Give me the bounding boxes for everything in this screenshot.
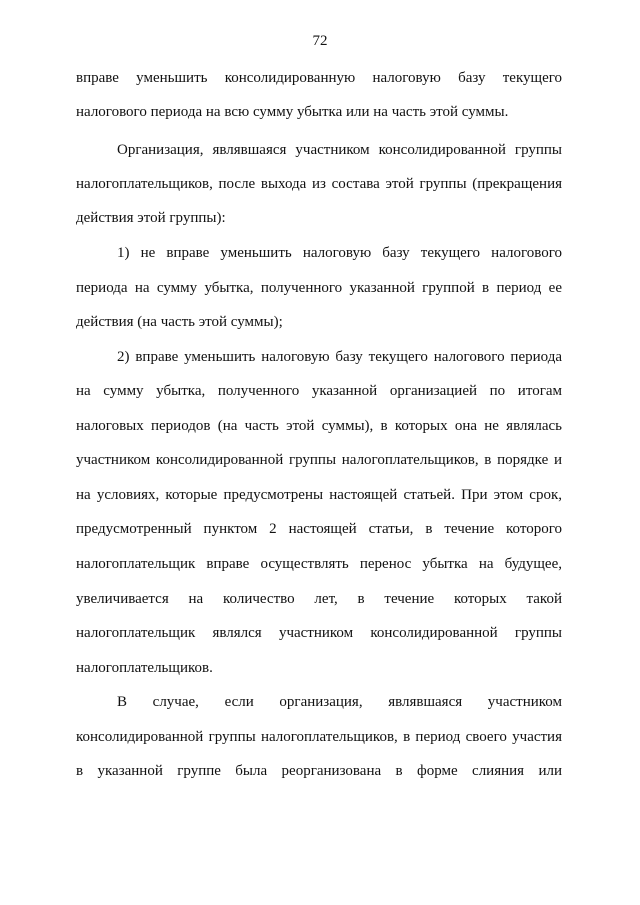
text-line: периода на сумму убытка, полученного указанной группой в период ее — [76, 280, 562, 296]
text-line: в указанной группе была реорганизована в форме слияния или — [76, 763, 562, 779]
text-line: налоговых периодов (на часть этой суммы), в которых она не являлась — [76, 418, 562, 434]
text-line: на условиях, которые предусмотрены настоящей статьей. При этом срок, — [76, 487, 562, 503]
text-line: действия (на часть этой суммы); — [76, 314, 283, 330]
text-line: Организация, являвшаяся участником консолидированной группы — [117, 142, 562, 158]
text-line: участником консолидированной группы налогоплательщиков, в порядке и — [76, 452, 562, 468]
text-line: В случае, если организация, являвшаяся участником — [117, 694, 562, 710]
text-line: налогоплательщиков. — [76, 660, 213, 676]
text-line: налогоплательщик вправе осуществлять перенос убытка на будущее, — [76, 556, 562, 572]
text-line: налогоплательщиков, после выхода из состава этой группы (прекращения — [76, 176, 562, 192]
text-line: увеличивается на количество лет, в течение которых такой — [76, 591, 562, 607]
text-line: предусмотренный пунктом 2 настоящей статьи, в течение которого — [76, 521, 562, 537]
text-line: налогового периода на всю сумму убытка или на часть этой суммы. — [76, 104, 509, 120]
text-line: 1) не вправе уменьшить налоговую базу текущего налогового — [117, 245, 562, 261]
text-line: действия этой группы): — [76, 210, 226, 226]
text-line: налогоплательщик являлся участником консолидированной группы — [76, 625, 562, 641]
text-line: вправе уменьшить консолидированную налоговую базу текущего — [76, 70, 562, 86]
text-line: консолидированной группы налогоплательщиков, в период своего участия — [76, 729, 562, 745]
text-line: на сумму убытка, полученного указанной организацией по итогам — [76, 383, 562, 399]
text-line: 2) вправе уменьшить налоговую базу текущего налогового периода — [117, 349, 562, 365]
page-number: 72 — [312, 33, 328, 49]
